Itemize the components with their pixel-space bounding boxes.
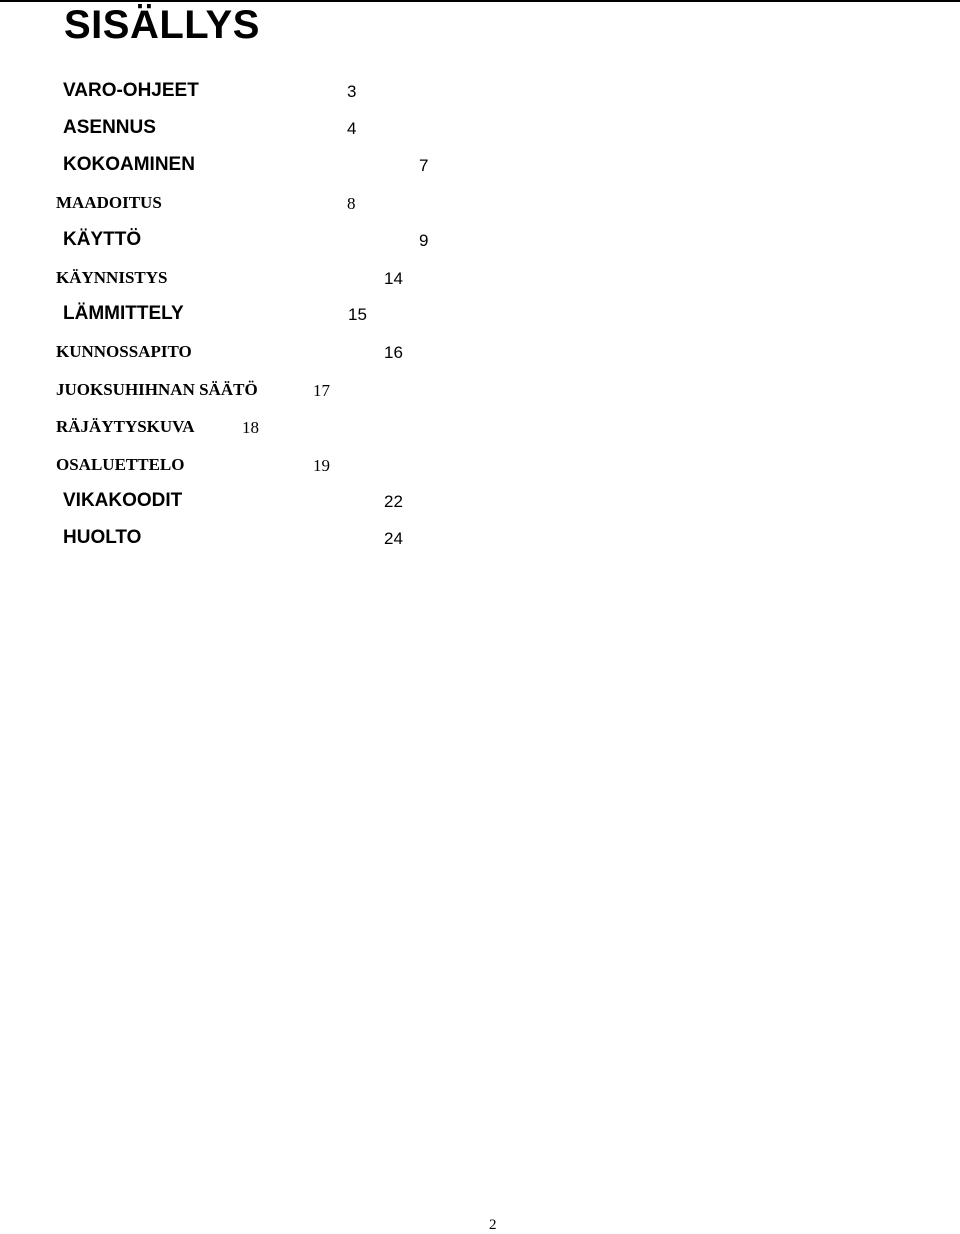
toc-entry-page: 7 xyxy=(419,156,429,175)
toc-entry-page: 15 xyxy=(348,305,367,324)
page-number: 2 xyxy=(489,1217,497,1233)
toc-entry-page: 17 xyxy=(313,381,330,400)
toc-entry-label[interactable]: KUNNOSSAPITO xyxy=(56,342,192,361)
toc-entry-page: 24 xyxy=(384,529,403,548)
toc-entry-label[interactable]: OSALUETTELO xyxy=(56,455,185,474)
toc-entry-page: 3 xyxy=(347,82,357,101)
toc-entry-label[interactable]: KÄYTTÖ xyxy=(63,229,142,250)
toc-entry-page: 18 xyxy=(242,418,259,437)
toc-entry-label[interactable]: KOKOAMINEN xyxy=(63,154,195,175)
toc-entry-label[interactable]: ASENNUS xyxy=(63,117,156,138)
page-title: SISÄLLYS xyxy=(64,3,260,47)
toc-entry-page: 14 xyxy=(384,269,403,288)
toc-entry-page: 22 xyxy=(384,492,403,511)
toc-entry-label[interactable]: VARO-OHJEET xyxy=(63,80,199,101)
toc-entry-label[interactable]: RÄJÄYTYSKUVA xyxy=(56,417,195,436)
toc-entry-page: 19 xyxy=(313,456,330,475)
toc-entry-label[interactable]: VIKAKOODIT xyxy=(63,490,183,511)
toc-entry-label[interactable]: JUOKSUHIHNAN SÄÄTÖ xyxy=(56,380,258,399)
toc-entry-page: 4 xyxy=(347,119,357,138)
toc-entry-label[interactable]: KÄYNNISTYS xyxy=(56,268,168,287)
toc-entry-page: 8 xyxy=(347,194,356,213)
toc-entry-label[interactable]: LÄMMITTELY xyxy=(63,303,184,324)
toc-entry-label[interactable]: MAADOITUS xyxy=(56,193,162,212)
toc-entry-page: 9 xyxy=(419,231,429,250)
toc-entry-label[interactable]: HUOLTO xyxy=(63,527,142,548)
toc-entry-page: 16 xyxy=(384,343,403,362)
